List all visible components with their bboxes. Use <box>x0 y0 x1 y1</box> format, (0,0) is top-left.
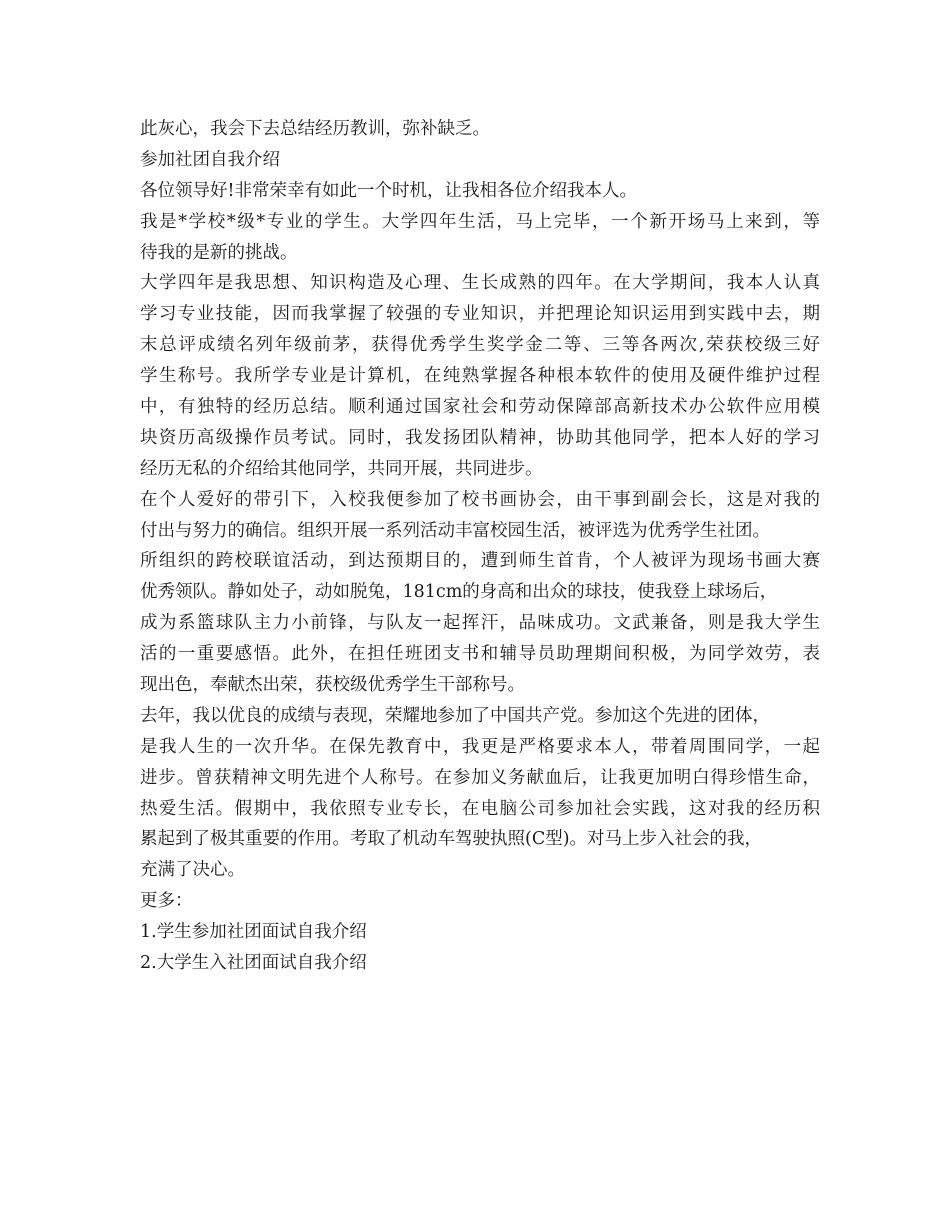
related-link-2[interactable]: 2.大学生入社团面试自我介绍 <box>140 953 367 974</box>
text-line: 块资历高级操作员考试。同时，我发扬团队精神，协助其他同学，把本人好的学习 <box>140 427 820 448</box>
text-line: 学习专业技能，因而我掌握了较强的专业知识，并把理论知识运用到实践中去，期 <box>140 304 820 325</box>
document-page <box>140 114 820 979</box>
text-line: 优秀领队。静如处子，动如脱兔，181cm的身高和出众的球技，使我登上球场后， <box>140 582 778 603</box>
text-line: 此灰心，我会下去总结经历教训，弥补缺乏。 <box>140 119 490 139</box>
text-line: 所组织的跨校联谊活动，到达预期目的，遭到师生首肯，个人被评为现场书画大赛 <box>140 551 820 572</box>
text-line: 付出与努力的确信。组织开展一系列活动丰富校园生活，被评选为优秀学生社团。 <box>140 520 770 541</box>
section-heading: 参加社团自我介绍 <box>140 149 280 170</box>
text-line: 热爱生活。假期中，我依照专业专长，在电脑公司参加社会实践，这对我的经历积 <box>140 798 820 819</box>
text-line: 学生称号。我所学专业是计算机，在纯熟掌握各种根本软件的使用及硬件维护过程 <box>140 366 820 387</box>
text-line: 我是*学校*级*专业的学生。大学四年生活，马上完毕，一个新开场马上来到，等 <box>140 211 820 232</box>
text-line: 大学四年是我思想、知识构造及心理、生长成熟的四年。在大学期间，我本人认真 <box>140 273 820 294</box>
text-line: 充满了决心。 <box>140 860 245 881</box>
text-line: 各位领导好!非常荣幸有如此一个时机，让我相各位介绍我本人。 <box>140 180 638 201</box>
text-line: 中，有独特的经历总结。顺利通过国家社会和劳动保障部高新技术办公软件应用模 <box>140 397 820 418</box>
text-line: 成为系篮球队主力小前锋，与队友一起挥汗，品味成功。文武兼备，则是我大学生 <box>140 613 820 634</box>
text-line: 现出色，奉献杰出荣，获校级优秀学生干部称号。 <box>140 675 525 696</box>
text-line: 经历无私的介绍给其他同学，共同开展，共同进步。 <box>140 458 543 479</box>
text-line: 在个人爱好的带引下，入校我便参加了校书画协会，由干事到副会长，这是对我的 <box>140 489 820 510</box>
more-heading: 更多： <box>140 891 193 912</box>
text-line: 累起到了极其重要的作用。考取了机动车驾驶执照(C型)。对马上步入社会的我， <box>140 829 763 850</box>
text-line: 末总评成绩名列年级前茅，获得优秀学生奖学金二等、三等各两次,荣获校级三好 <box>140 335 820 356</box>
text-line: 待我的是新的挑战。 <box>140 242 298 263</box>
text-line: 是我人生的一次升华。在保先教育中，我更是严格要求本人，带着周围同学，一起 <box>140 736 820 757</box>
related-link-1[interactable]: 1.学生参加社团面试自我介绍 <box>140 922 367 943</box>
text-line: 去年，我以优良的成绩与表现，荣耀地参加了中国共产党。参加这个先进的团体， <box>140 705 770 726</box>
text-line: 进步。曾获精神文明先进个人称号。在参加义务献血后，让我更加明白得珍惜生命， <box>140 767 820 788</box>
text-line: 活的一重要感悟。此外，在担任班团支书和辅导员助理期间积极，为同学效劳，表 <box>140 644 820 665</box>
